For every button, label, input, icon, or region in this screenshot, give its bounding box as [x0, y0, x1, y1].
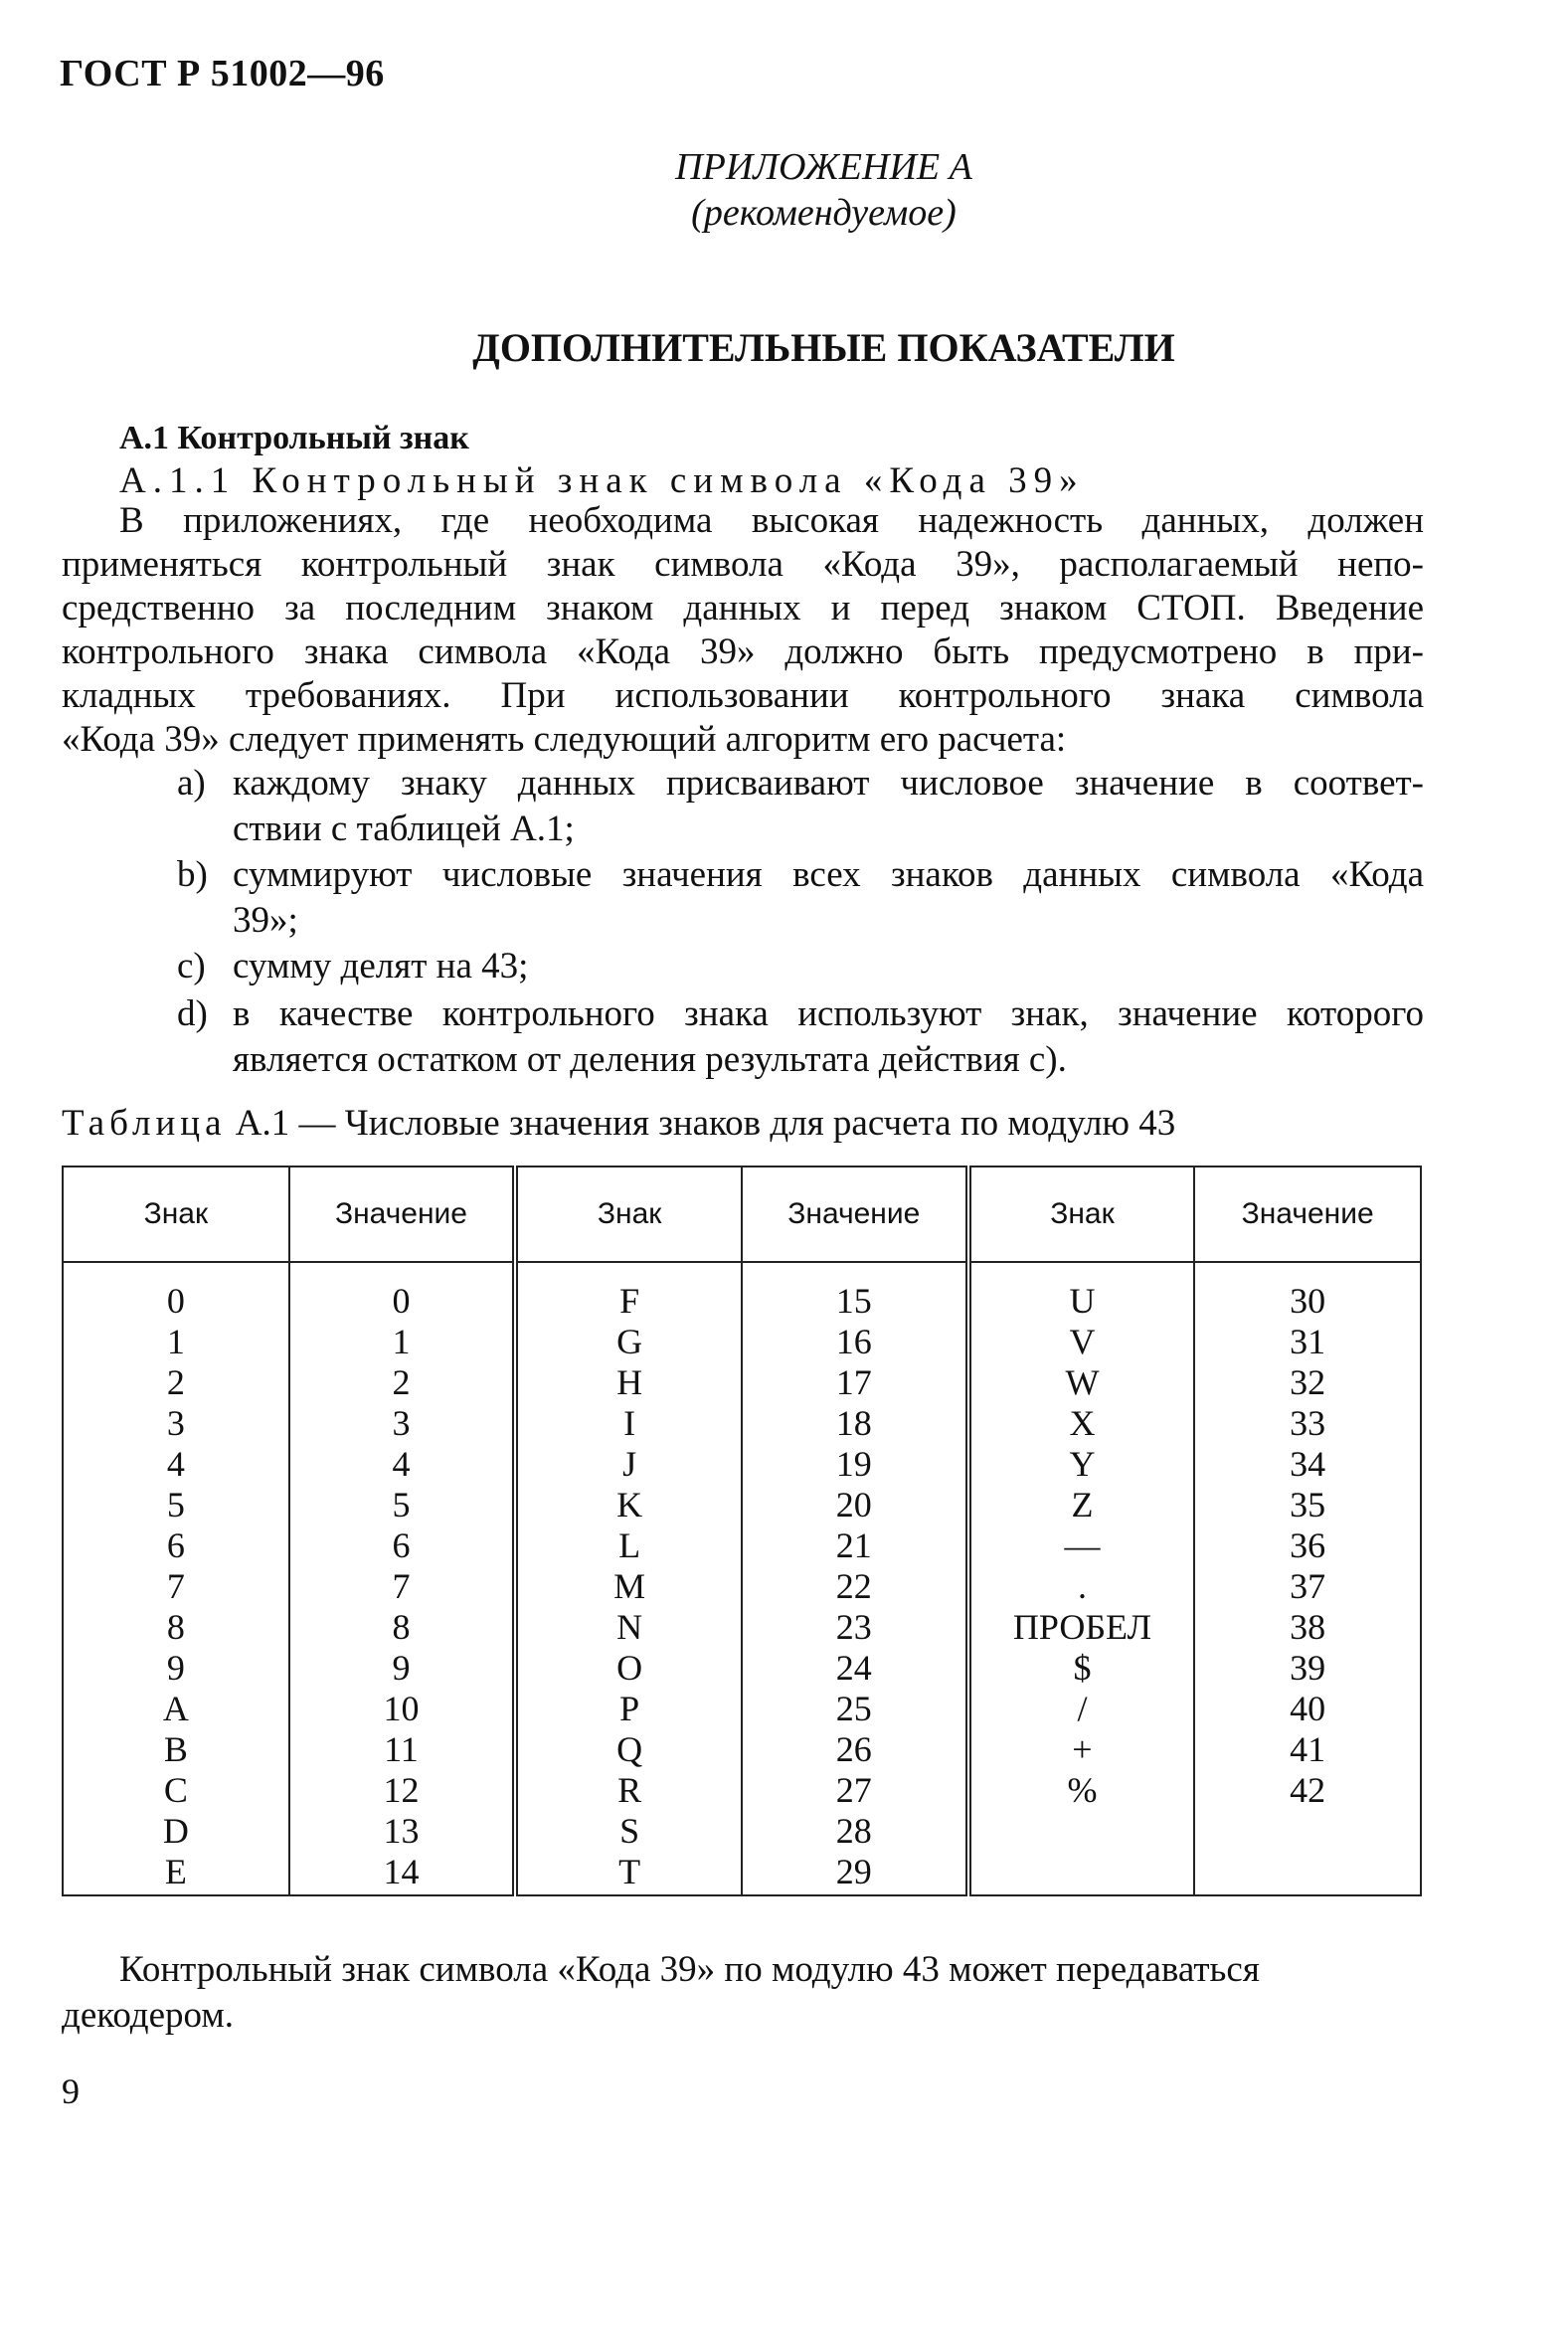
table-cell: 28: [742, 1811, 968, 1852]
table-cell: 3: [289, 1403, 516, 1444]
subsection-heading: А.1.1 Контрольный знак символа «Кода 39»: [119, 460, 1085, 501]
table-cell: W: [968, 1362, 1195, 1403]
text-line: «Кода 39» следует применять следующий алгоритм его расчета:: [62, 719, 1067, 760]
table-cell: 20: [742, 1485, 968, 1525]
table-cell: [968, 1852, 1195, 1895]
table-cell: 25: [742, 1689, 968, 1729]
table-cell: 0: [63, 1262, 289, 1322]
table-row: [63, 1444, 1421, 1485]
table-row: [63, 1485, 1421, 1525]
table-cell: 24: [742, 1648, 968, 1689]
text-line: кладных требованиях. При использовании контрольного знака символа: [62, 675, 1424, 716]
document-code: ГОСТ Р 51002—96: [60, 53, 385, 94]
table-cell: 17: [742, 1362, 968, 1403]
table-cell: 8: [289, 1607, 516, 1648]
column-header: Знак: [968, 1166, 1195, 1262]
table-cell: X: [968, 1403, 1195, 1444]
table-cell: 33: [1194, 1403, 1421, 1444]
text-line: применяться контрольный знак символа «Кода 39», располагаемый непо-: [62, 544, 1424, 585]
table-cell: 36: [1194, 1525, 1421, 1566]
table-cell: /: [968, 1689, 1195, 1729]
list-marker: b): [177, 854, 208, 895]
text-line: В приложениях, где необходима высокая надежность данных, должен: [119, 500, 1424, 541]
table-cell: 32: [1194, 1362, 1421, 1403]
table-cell: .: [968, 1566, 1195, 1607]
table-cell: 6: [289, 1525, 516, 1566]
table-cell: D: [63, 1811, 289, 1852]
table-cell: 7: [289, 1566, 516, 1607]
table-cell: 40: [1194, 1689, 1421, 1729]
table-cell: M: [515, 1566, 742, 1607]
list-marker: c): [177, 946, 206, 987]
table-row: [63, 1729, 1421, 1770]
table-cell: 10: [289, 1689, 516, 1729]
table-cell: 31: [1194, 1322, 1421, 1362]
table-cell: 0: [289, 1262, 516, 1322]
table-cell: 37: [1194, 1566, 1421, 1607]
text-line: контрольного знака символа «Кода 39» должно быть предусмотрено в при-: [62, 631, 1424, 672]
list-item-text: суммируют числовые значения всех знаков данных символа «Кода: [233, 854, 1424, 895]
table-cell: I: [515, 1403, 742, 1444]
appendix-title: ПРИЛОЖЕНИЕ А: [675, 146, 972, 188]
table-cell: O: [515, 1648, 742, 1689]
table-cell: P: [515, 1689, 742, 1729]
table-row: [63, 1770, 1421, 1811]
column-header: Значение: [742, 1166, 968, 1262]
table-cell: 2: [63, 1362, 289, 1403]
column-header: Значение: [289, 1166, 516, 1262]
appendix-note: (рекомендуемое): [691, 192, 957, 234]
list-marker: a): [177, 763, 206, 804]
table-cell: 1: [289, 1322, 516, 1362]
table-cell: R: [515, 1770, 742, 1811]
table-cell: 8: [63, 1607, 289, 1648]
table-row: [63, 1403, 1421, 1444]
table-row: [63, 1362, 1421, 1403]
table-cell: 29: [742, 1852, 968, 1895]
table-cell: Z: [968, 1485, 1195, 1525]
table-cell: T: [515, 1852, 742, 1895]
table-cell: 41: [1194, 1729, 1421, 1770]
table-cell: $: [968, 1648, 1195, 1689]
table-cell: 3: [63, 1403, 289, 1444]
table-cell: 14: [289, 1852, 516, 1895]
table-cell: U: [968, 1262, 1195, 1322]
table-cell: 42: [1194, 1770, 1421, 1811]
table-cell: 19: [742, 1444, 968, 1485]
table-cell: 23: [742, 1607, 968, 1648]
table-row: [63, 1811, 1421, 1852]
table-cell: C: [63, 1770, 289, 1811]
table-row: [63, 1607, 1421, 1648]
table-cell: 15: [742, 1262, 968, 1322]
table-cell: 1: [63, 1322, 289, 1362]
table-cell: [1194, 1852, 1421, 1895]
table-cell: Q: [515, 1729, 742, 1770]
table-row: [63, 1648, 1421, 1689]
table-cell: A: [63, 1689, 289, 1729]
table-cell: 38: [1194, 1607, 1421, 1648]
table-cell: —: [968, 1525, 1195, 1566]
code39-values-table: [62, 1166, 1422, 1896]
column-header: Знак: [515, 1166, 742, 1262]
table-cell: 4: [289, 1444, 516, 1485]
table-cell: 22: [742, 1566, 968, 1607]
list-item-text: является остатком от деления результата действия c).: [233, 1039, 1067, 1080]
table-cell: F: [515, 1262, 742, 1322]
table-cell: ПРОБЕЛ: [968, 1607, 1195, 1648]
table-cell: V: [968, 1322, 1195, 1362]
table-cell: 39: [1194, 1648, 1421, 1689]
table-cell: 12: [289, 1770, 516, 1811]
table-cell: S: [515, 1811, 742, 1852]
table-row: [63, 1525, 1421, 1566]
table-row: [63, 1566, 1421, 1607]
list-item-text: сумму делят на 43;: [233, 946, 529, 987]
table-cell: +: [968, 1729, 1195, 1770]
table-cell: 30: [1194, 1262, 1421, 1322]
table-cell: 7: [63, 1566, 289, 1607]
table-row: [63, 1262, 1421, 1322]
table-row: [63, 1852, 1421, 1895]
list-marker: d): [177, 993, 208, 1034]
table-cell: 35: [1194, 1485, 1421, 1525]
table-cell: [1194, 1811, 1421, 1852]
table-cell: 26: [742, 1729, 968, 1770]
table-cell: 2: [289, 1362, 516, 1403]
table-cell: K: [515, 1485, 742, 1525]
table-cell: Y: [968, 1444, 1195, 1485]
table-cell: B: [63, 1729, 289, 1770]
table-cell: 6: [63, 1525, 289, 1566]
table-row: [63, 1689, 1421, 1729]
table-header-row: [63, 1166, 1421, 1262]
footer-paragraph: Контрольный знак символа «Кода 39» по модулю 43 может передаваться декодером.: [62, 1949, 1260, 2036]
table-cell: 9: [63, 1648, 289, 1689]
table-cell: J: [515, 1444, 742, 1485]
table-cell: 13: [289, 1811, 516, 1852]
table-cell: 9: [289, 1648, 516, 1689]
page-title: ДОПОЛНИТЕЛЬНЫЕ ПОКАЗАТЕЛИ: [472, 325, 1175, 370]
table-cell: H: [515, 1362, 742, 1403]
column-header: Значение: [1194, 1166, 1421, 1262]
list-item-text: ствии с таблицей А.1;: [233, 808, 575, 849]
table-cell: G: [515, 1322, 742, 1362]
table-cell: 11: [289, 1729, 516, 1770]
section-heading: А.1 Контрольный знак: [119, 420, 469, 456]
table-cell: 5: [63, 1485, 289, 1525]
table-caption-label: Таблица: [62, 1103, 227, 1144]
list-item-text: в качестве контрольного знака используют знак, значение которого: [233, 993, 1424, 1034]
table-cell: E: [63, 1852, 289, 1895]
table-cell: 27: [742, 1770, 968, 1811]
table-cell: N: [515, 1607, 742, 1648]
table-cell: 5: [289, 1485, 516, 1525]
table-body: [63, 1262, 1421, 1895]
list-item-text: 39»;: [233, 900, 298, 941]
table-cell: 34: [1194, 1444, 1421, 1485]
table-caption: [62, 1102, 1175, 1145]
table-cell: 16: [742, 1322, 968, 1362]
table-row: [63, 1322, 1421, 1362]
table-caption-text: А.1 — Числовые значения знаков для расчета по модулю 43: [235, 1103, 1176, 1144]
table-cell: 4: [63, 1444, 289, 1485]
page-number: 9: [62, 2071, 80, 2111]
text-line: средственно за последним знаком данных и перед знаком СТОП. Введение: [62, 588, 1424, 628]
table-cell: [968, 1811, 1195, 1852]
column-header: Знак: [63, 1166, 289, 1262]
table-cell: 21: [742, 1525, 968, 1566]
table-cell: L: [515, 1525, 742, 1566]
table-cell: 18: [742, 1403, 968, 1444]
list-item-text: каждому знаку данных присваивают числовое значение в соответ-: [233, 763, 1424, 804]
table-cell: %: [968, 1770, 1195, 1811]
